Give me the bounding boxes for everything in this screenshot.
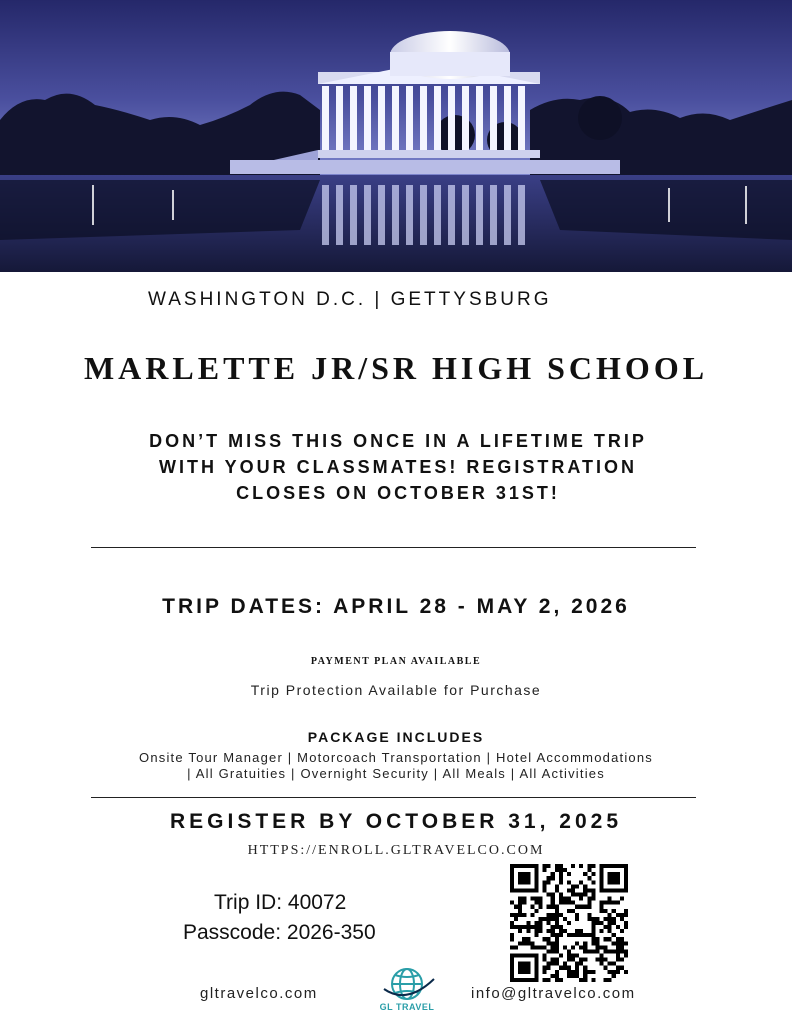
package-line-1: Onsite Tour Manager | Motorcoach Transportation | Hotel Accommodations [139, 750, 653, 765]
logo-text: GL TRAVEL [379, 1002, 435, 1012]
enroll-link[interactable]: HTTPS://ENROLL.GLTRAVELCO.COM [247, 843, 545, 858]
trip-protection-note: Trip Protection Available for Purchase [250, 682, 542, 698]
email-link[interactable]: info@gltravelco.com [471, 985, 636, 1002]
register-deadline: REGISTER BY OCTOBER 31, 2025 [169, 810, 622, 833]
promo-line-2: WITH YOUR CLASSMATES! REGISTRATION [159, 457, 637, 477]
divider [91, 797, 696, 798]
package-line-2: | All Gratuities | Overnight Security | All Meals | All Activities [187, 766, 605, 781]
globe-icon [376, 965, 438, 1003]
gl-travel-logo [376, 965, 438, 1017]
package-title: PACKAGE INCLUDES [307, 729, 485, 745]
school-title: MARLETTE JR/SR HIGH SCHOOL [83, 350, 709, 386]
passcode: Passcode: 2026-350 [183, 921, 376, 944]
hero-photo [0, 0, 792, 272]
destination-subtitle: WASHINGTON D.C. | GETTYSBURG [148, 289, 552, 310]
promo-line-3: CLOSES ON OCTOBER 31ST! [236, 483, 560, 503]
trip-id: Trip ID: 40072 [214, 891, 347, 914]
promo-line-1: DON’T MISS THIS ONCE IN A LIFETIME TRIP [149, 431, 647, 451]
promo-text [118, 428, 678, 506]
qr-code[interactable] [510, 864, 628, 982]
payment-plan-note: PAYMENT PLAN AVAILABLE [310, 656, 482, 667]
divider [91, 547, 696, 548]
trip-dates: TRIP DATES: APRIL 28 - MAY 2, 2026 [162, 595, 630, 618]
website-link[interactable]: gltravelco.com [200, 985, 318, 1002]
